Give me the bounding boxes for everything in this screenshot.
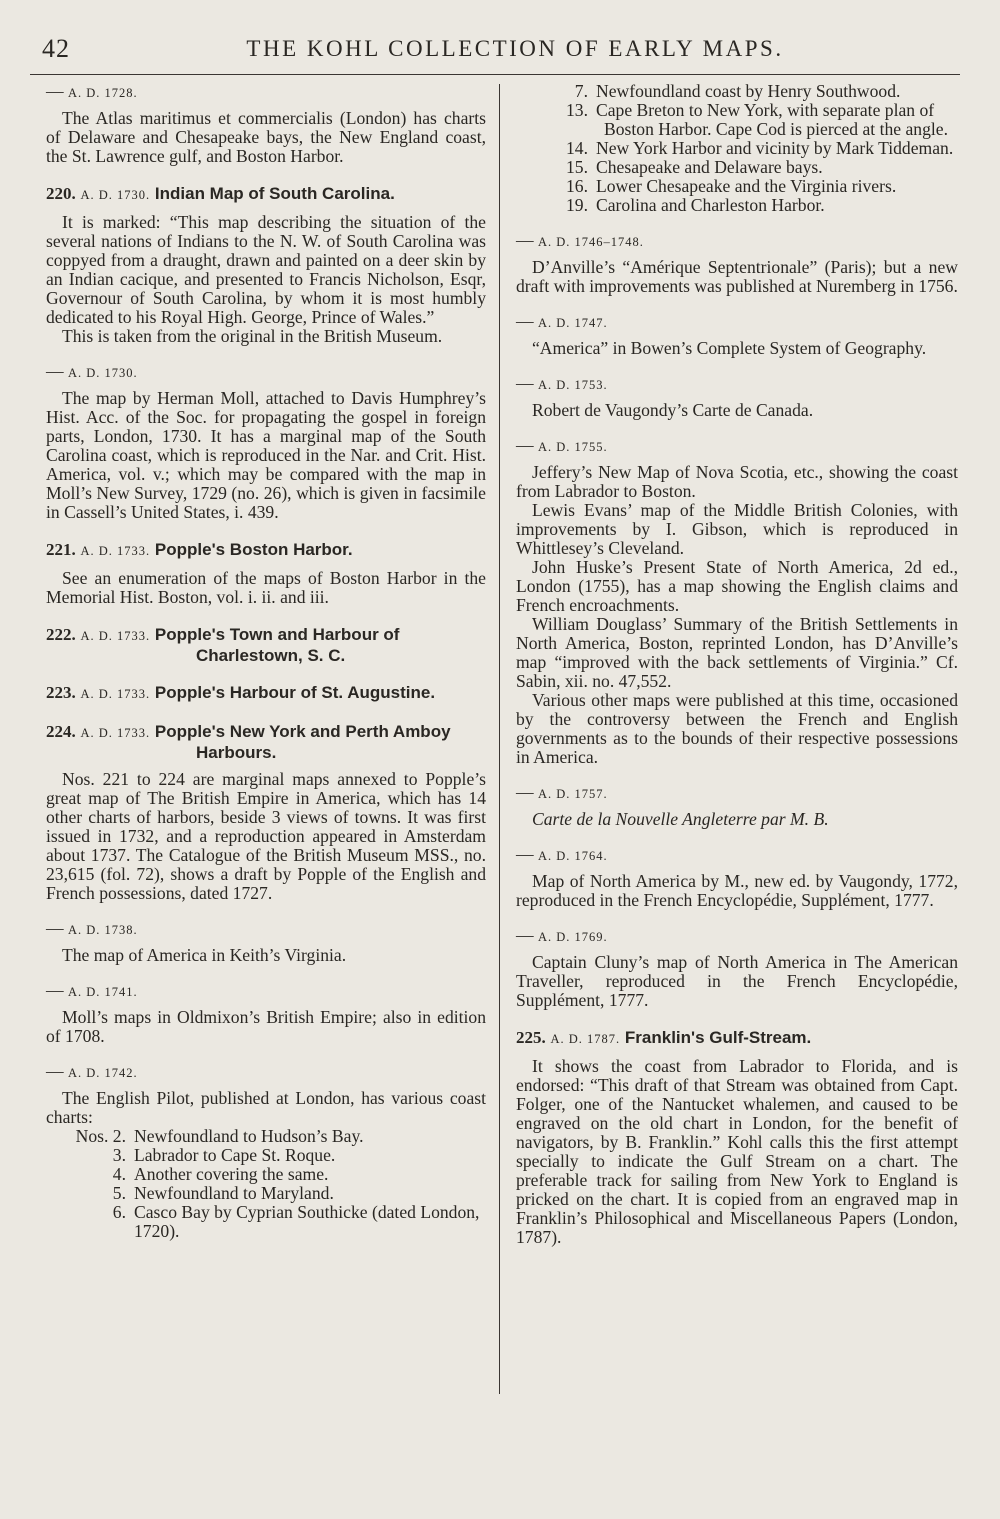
entry-title: Franklin's Gulf-Stream. — [624, 1028, 812, 1047]
list-item: 4. Another covering the same. — [112, 1164, 329, 1184]
paragraph: Robert de Vaugondy’s Carte de Canada. — [532, 400, 814, 420]
date-heading: — A. D. 1757. — [516, 782, 608, 802]
paragraph: D’Anville’s “Amérique Septentrionale” (Paris); but a new draft with improvements was published at Nuremberg in 1756. — [516, 257, 958, 296]
date-heading: — A. D. 1730. — [46, 361, 138, 381]
paragraph: Captain Cluny’s map of North America in The American Traveller, reproduced in the French Encyclopédie, Supplément, 1777. — [516, 952, 958, 1010]
entry-223-heading: 223. A. D. 1733. Popple's Harbour of St. Augustine. — [46, 683, 436, 702]
paragraph: The map by Herman Moll, attached to Davis Humphrey’s Hist. Acc. of the Soc. for propagating the gospel in foreign parts, London, 1730. It has a marginal map of the South Carolina coast, which is reproduced in the Nar. and Crit. Hist. America, vol. v.; which may be compared with the map in Moll’s New Survey, 1729 (no. 26), which is given in facsimile in Cassell’s United States, i. 439. — [46, 388, 486, 522]
running-title: THE KOHL COLLECTION OF EARLY MAPS. — [246, 36, 784, 61]
paragraph: See an enumeration of the maps of Boston Harbor in the Memorial Hist. Boston, vol. i. ii. and iii. — [46, 568, 486, 607]
entry-title: Indian Map of South Carolina. — [154, 184, 395, 203]
date-heading: — A. D. 1728. — [46, 81, 138, 101]
paragraph: Moll’s maps in Oldmixon’s British Empire; also in edition of 1708. — [46, 1007, 486, 1046]
date-heading: — A. D. 1755. — [516, 435, 608, 455]
page-number: 42 — [42, 34, 70, 63]
right-column — [516, 82, 958, 1247]
paragraph: Various other maps were published at this time, occasioned by the controversy between the French and English governments as to the bounds of their respective possessions in America. — [516, 690, 958, 767]
date-heading: — A. D. 1746–1748. — [516, 230, 644, 250]
paragraph: The English Pilot, published at London, has various coast charts: — [46, 1088, 486, 1127]
paragraph: William Douglass’ Summary of the British Settlements in North America, Boston, reprinted London, has D’Anville’s map “improved with the back settlements of Virginia.” Cf. Sabin, xii. no. 47,552. — [516, 614, 958, 691]
page-header — [30, 34, 960, 75]
paragraph: The map of America in Keith’s Virginia. — [62, 945, 347, 965]
date-heading: — A. D. 1747. — [516, 311, 608, 331]
paragraph: It is marked: “This map describing the situation of the several nations of Indians to the N. W. of South Carolina was coppyed from a draught, drawn and painted on a deer skin by an Indian cacique, and presented to Francis Nicholson, Esqr, Governour of South Carolina, by whom it is most humbly dedicated to his Royal High. George, Prince of Wales.” — [46, 212, 486, 327]
list-item: 6. Casco Bay by Cyprian Southicke (dated London, 1720). — [112, 1202, 480, 1241]
entry-221-heading: 221. A. D. 1733. Popple's Boston Harbor. — [46, 540, 353, 559]
paragraph: Lewis Evans’ map of the Middle British Colonies, with improvements by I. Gibson, which is reproduced in Whittlesey’s Cleveland. — [516, 500, 958, 558]
entry-title: Popple's Harbour of St. Augustine. — [154, 683, 436, 702]
list-item: 7. Newfoundland coast by Henry Southwood. — [574, 81, 901, 101]
date-heading: — A. D. 1741. — [46, 980, 138, 1000]
paragraph: It shows the coast from Labrador to Florida, and is endorsed: “This draft of that Stream was obtained from Capt. Folger, one of the Nantucket whalemen, and caused to be engraved on the old chart in London, for the benefit of navigators, by B. Franklin.” Kohl calls this the first attempt specially to indicate the Gulf Stream on a chart. The preferable track for sailing from New York to England is pricked on the chart. It is copied from an engraved map in Franklin’s Philosophical and Miscellaneous Papers (London, 1787). — [516, 1056, 958, 1247]
chart-list-continued — [516, 82, 958, 215]
paragraph: Carte de la Nouvelle Angleterre par M. B. — [532, 809, 829, 829]
left-column — [46, 82, 486, 1241]
list-item: 13. Cape Breton to New York, with separate plan of Boston Harbor. Cape Cod is pierced at the angle. — [566, 100, 948, 139]
paragraph: Jeffery’s New Map of Nova Scotia, etc., showing the coast from Labrador to Boston. — [516, 462, 958, 501]
date-heading: — A. D. 1753. — [516, 373, 608, 393]
list-item: 19. Carolina and Charleston Harbor. — [566, 195, 825, 215]
entry-222-heading: 222. A. D. 1733. Popple's Town and Harbour of Charlestown, S. C. — [46, 625, 400, 665]
paragraph: Nos. 221 to 224 are marginal maps annexed to Popple’s great map of The British Empire in America, which has 14 other charts of harbors, beside 3 views of towns. It was first issued in 1732, and a reproduction appeared in Amsterdam about 1737. The Catalogue of the British Museum MSS., no. 23,615 (fol. 72), shows a draft by Popple of the English and French possessions, dated 1727. — [46, 769, 486, 903]
entry-title: Popple's Boston Harbor. — [154, 540, 353, 559]
entry-220-heading: 220. A. D. 1730. Indian Map of South Carolina. — [46, 184, 395, 203]
list-item: Nos. 2. Newfoundland to Hudson’s Bay. — [75, 1126, 364, 1146]
paragraph: John Huske’s Present State of North America, 2d ed., London (1755), has a map showing the English claims and French encroachments. — [516, 557, 958, 615]
entry-224-heading: 224. A. D. 1733. Popple's New York and Perth Amboy Harbours. — [46, 722, 451, 762]
list-item: 14. New York Harbor and vicinity by Mark Tiddeman. — [566, 138, 954, 158]
list-item: 15. Chesapeake and Delaware bays. — [566, 157, 823, 177]
date-heading: — A. D. 1738. — [46, 918, 138, 938]
entry-title: Popple's New York and Perth Amboy Harbours. — [154, 722, 451, 762]
date-heading: — A. D. 1769. — [516, 925, 608, 945]
date-heading: — A. D. 1742. — [46, 1061, 138, 1081]
date-heading: — A. D. 1764. — [516, 844, 608, 864]
list-item: 3. Labrador to Cape St. Roque. — [112, 1145, 336, 1165]
entry-title: Popple's Town and Harbour of Charlestown, S. C. — [154, 625, 400, 665]
column-divider — [499, 84, 500, 1394]
paragraph: The Atlas maritimus et commercialis (London) has charts of Delaware and Chesapeake bays, the New England coast, the St. Lawrence gulf, and Boston Harbor. — [46, 108, 486, 166]
list-item: 5. Newfoundland to Maryland. — [112, 1183, 334, 1203]
entry-225-heading: 225. A. D. 1787. Franklin's Gulf-Stream. — [516, 1028, 812, 1047]
list-item: 16. Lower Chesapeake and the Virginia rivers. — [566, 176, 897, 196]
paragraph: “America” in Bowen’s Complete System of Geography. — [532, 338, 927, 358]
paragraph: This is taken from the original in the British Museum. — [62, 326, 443, 346]
chart-list — [46, 1127, 486, 1241]
paragraph: Map of North America by M., new ed. by Vaugondy, 1772, reproduced in the French Encyclopédie, Supplément, 1777. — [516, 871, 958, 910]
